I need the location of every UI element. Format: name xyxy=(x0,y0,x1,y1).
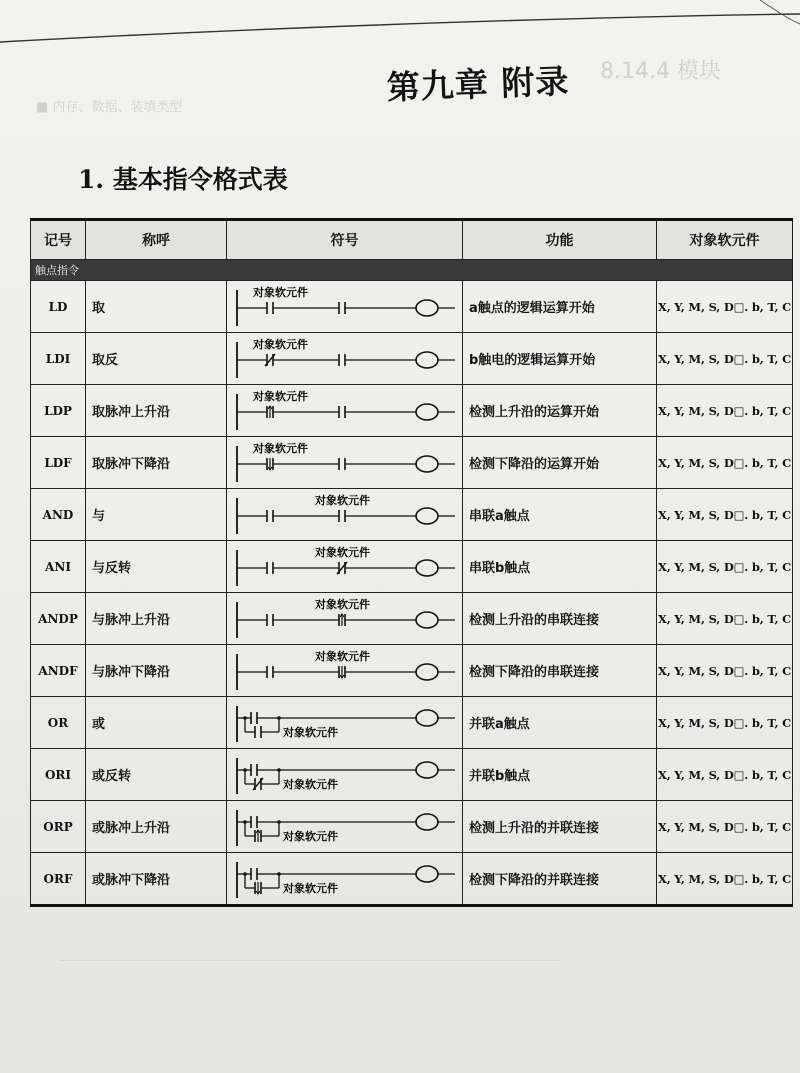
instruction-name: 取反 xyxy=(86,333,227,385)
instruction-name: 取 xyxy=(86,281,227,333)
table-row xyxy=(31,489,793,541)
operand-label: 对象软元件 xyxy=(283,829,338,843)
ladder-symbol xyxy=(227,333,463,385)
target-devices: X, Y, M, S, D□. b, T, C xyxy=(657,333,793,385)
category-row xyxy=(31,260,793,281)
ladder-diagram xyxy=(227,802,463,852)
col-header-devices: 对象软元件 xyxy=(657,220,793,260)
instruction-name: 或 xyxy=(86,697,227,749)
instruction-function: 串联b触点 xyxy=(463,541,657,593)
target-devices: X, Y, M, S, D□. b, T, C xyxy=(657,489,793,541)
instruction-function: 并联a触点 xyxy=(463,697,657,749)
table-row xyxy=(31,593,793,645)
table-row xyxy=(31,697,793,749)
instruction-function: 串联a触点 xyxy=(463,489,657,541)
operand-label: 对象软元件 xyxy=(253,389,308,403)
instruction-code: ORP xyxy=(31,801,86,853)
instruction-function: 检测上升沿的并联连接 xyxy=(463,801,657,853)
instruction-code: ANI xyxy=(31,541,86,593)
operand-label: 对象软元件 xyxy=(253,337,308,351)
instruction-function: 并联b触点 xyxy=(463,749,657,801)
ladder-diagram xyxy=(227,490,463,540)
ladder-diagram xyxy=(227,750,463,800)
ladder-symbol xyxy=(227,749,463,801)
target-devices: X, Y, M, S, D□. b, T, C xyxy=(657,853,793,906)
ladder-diagram xyxy=(227,438,463,488)
operand-label: 对象软元件 xyxy=(253,285,308,299)
instruction-code: ANDF xyxy=(31,645,86,697)
instruction-name: 取脉冲上升沿 xyxy=(86,385,227,437)
col-header-symbol: 符号 xyxy=(227,220,463,260)
table-row xyxy=(31,645,793,697)
ladder-diagram xyxy=(227,334,463,384)
bleed-footer-lines xyxy=(60,960,560,1051)
table-row xyxy=(31,281,793,333)
ladder-symbol xyxy=(227,801,463,853)
instruction-name: 与 xyxy=(86,489,227,541)
ladder-diagram xyxy=(227,282,463,332)
table-row xyxy=(31,437,793,489)
table-header-row xyxy=(31,220,793,260)
bleed-text-top-right: 8.14.4 模块 xyxy=(600,59,721,84)
instruction-table xyxy=(30,218,793,907)
instruction-code: LDI xyxy=(31,333,86,385)
ladder-symbol xyxy=(227,437,463,489)
target-devices: X, Y, M, S, D□. b, T, C xyxy=(657,645,793,697)
category-label: 触点指令 xyxy=(31,260,793,281)
instruction-function: 检测上升沿的运算开始 xyxy=(463,385,657,437)
operand-label: 对象软元件 xyxy=(283,881,338,895)
ladder-symbol xyxy=(227,853,463,906)
instruction-code: ORF xyxy=(31,853,86,906)
instruction-function: a触点的逻辑运算开始 xyxy=(463,281,657,333)
ladder-diagram xyxy=(227,646,463,696)
instruction-name: 与反转 xyxy=(86,541,227,593)
table-row xyxy=(31,385,793,437)
instruction-name: 或脉冲下降沿 xyxy=(86,853,227,906)
operand-label: 对象软元件 xyxy=(283,725,338,739)
instruction-function: 检测上升沿的串联连接 xyxy=(463,593,657,645)
ladder-symbol xyxy=(227,697,463,749)
instruction-code: AND xyxy=(31,489,86,541)
instruction-code: OR xyxy=(31,697,86,749)
bleed-text-left: ■ 内存、数据、装填类型 xyxy=(36,100,183,115)
ladder-symbol xyxy=(227,281,463,333)
ladder-symbol xyxy=(227,593,463,645)
target-devices: X, Y, M, S, D□. b, T, C xyxy=(657,801,793,853)
target-devices: X, Y, M, S, D□. b, T, C xyxy=(657,541,793,593)
col-header-code: 记号 xyxy=(31,220,86,260)
instruction-name: 与脉冲上升沿 xyxy=(86,593,227,645)
instruction-name: 或反转 xyxy=(86,749,227,801)
instruction-code: ANDP xyxy=(31,593,86,645)
instruction-function: b触电的逻辑运算开始 xyxy=(463,333,657,385)
ladder-symbol xyxy=(227,385,463,437)
section-heading: 1. 基本指令格式表 xyxy=(78,165,288,194)
target-devices: X, Y, M, S, D□. b, T, C xyxy=(657,593,793,645)
col-header-name: 称呼 xyxy=(86,220,227,260)
instruction-code: ORI xyxy=(31,749,86,801)
page-curl xyxy=(0,0,800,60)
instruction-name: 取脉冲下降沿 xyxy=(86,437,227,489)
ladder-diagram xyxy=(227,542,463,592)
ladder-diagram xyxy=(227,698,463,748)
col-header-function: 功能 xyxy=(463,220,657,260)
ladder-diagram xyxy=(227,854,463,904)
instruction-name: 或脉冲上升沿 xyxy=(86,801,227,853)
target-devices: X, Y, M, S, D□. b, T, C xyxy=(657,749,793,801)
instruction-function: 检测下降沿的运算开始 xyxy=(463,437,657,489)
target-devices: X, Y, M, S, D□. b, T, C xyxy=(657,385,793,437)
instruction-code: LD xyxy=(31,281,86,333)
target-devices: X, Y, M, S, D□. b, T, C xyxy=(657,437,793,489)
operand-label: 对象软元件 xyxy=(315,545,370,559)
instruction-code: LDP xyxy=(31,385,86,437)
ladder-symbol xyxy=(227,489,463,541)
instruction-function: 检测下降沿的并联连接 xyxy=(463,853,657,906)
ladder-diagram xyxy=(227,594,463,644)
operand-label: 对象软元件 xyxy=(253,441,308,455)
chapter-title: 第九章 附录 xyxy=(386,61,570,107)
target-devices: X, Y, M, S, D□. b, T, C xyxy=(657,281,793,333)
ladder-symbol xyxy=(227,645,463,697)
target-devices: X, Y, M, S, D□. b, T, C xyxy=(657,697,793,749)
operand-label: 对象软元件 xyxy=(315,649,370,663)
table-row xyxy=(31,749,793,801)
ladder-diagram xyxy=(227,386,463,436)
operand-label: 对象软元件 xyxy=(315,493,370,507)
table-row xyxy=(31,541,793,593)
operand-label: 对象软元件 xyxy=(283,777,338,791)
instruction-function: 检测下降沿的串联连接 xyxy=(463,645,657,697)
instruction-name: 与脉冲下降沿 xyxy=(86,645,227,697)
table-row xyxy=(31,801,793,853)
operand-label: 对象软元件 xyxy=(315,597,370,611)
table-row xyxy=(31,333,793,385)
table-row xyxy=(31,853,793,906)
ladder-symbol xyxy=(227,541,463,593)
instruction-code: LDF xyxy=(31,437,86,489)
